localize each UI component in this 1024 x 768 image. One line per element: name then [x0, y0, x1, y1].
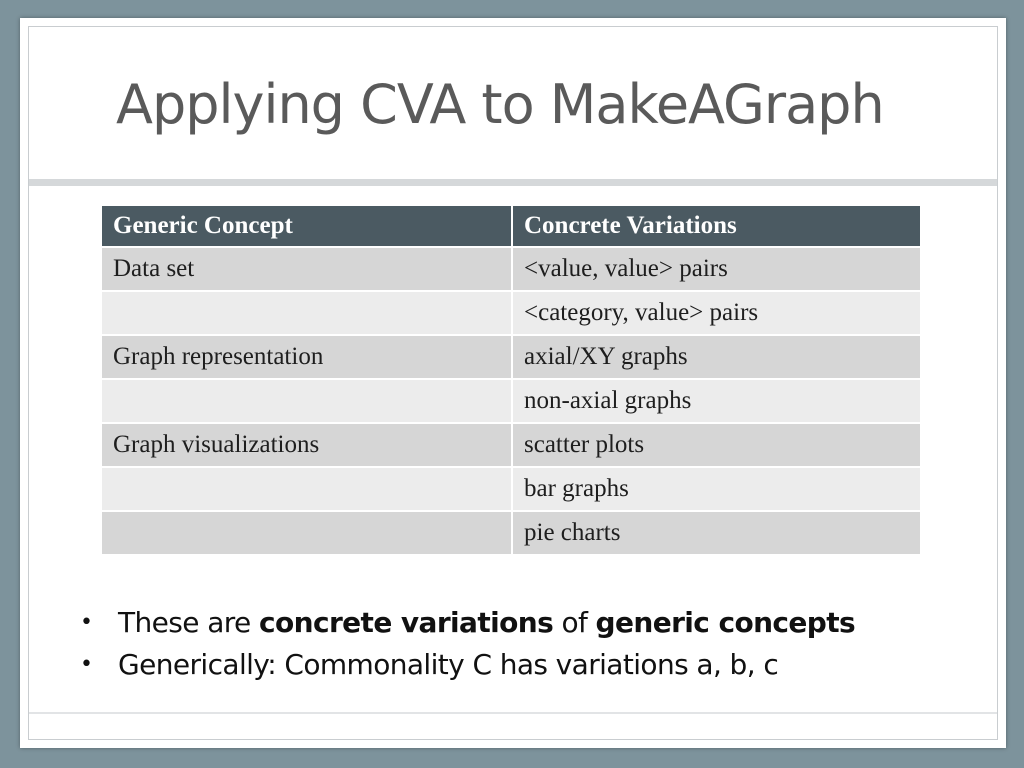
concrete-variation-cell: <value, value> pairs	[512, 247, 921, 291]
bullet-item-concrete-variations	[72, 602, 992, 644]
table-row	[101, 247, 921, 291]
bullet-marker: •	[80, 652, 93, 677]
header-generic-concept: Generic Concept	[101, 205, 512, 247]
generic-concept-cell: Data set	[101, 247, 512, 291]
bullet-item-generically	[72, 644, 992, 686]
concrete-variation-cell: pie charts	[512, 511, 921, 555]
table-row	[101, 291, 921, 335]
bullet-list	[72, 602, 992, 686]
footer-divider	[29, 712, 997, 714]
generic-concept-cell	[101, 467, 512, 511]
concrete-variation-cell: bar graphs	[512, 467, 921, 511]
table-row	[101, 511, 921, 555]
bullet-text: These are	[118, 606, 259, 639]
bullet-emphasis: generic concepts	[595, 606, 856, 639]
concrete-variation-cell: non-axial graphs	[512, 379, 921, 423]
bullet-marker: •	[80, 610, 93, 635]
table-row	[101, 423, 921, 467]
slide	[20, 18, 1006, 748]
table-header-row	[101, 205, 921, 247]
bullet-emphasis: concrete variations	[258, 606, 554, 639]
title-divider	[29, 179, 997, 186]
table-row	[101, 467, 921, 511]
bullet-text: Generically: Commonality C has variations a, b, c	[118, 648, 779, 681]
header-concrete-variations: Concrete Variations	[512, 205, 921, 247]
generic-concept-cell: Graph representation	[101, 335, 512, 379]
generic-concept-cell	[101, 379, 512, 423]
concrete-variation-cell: scatter plots	[512, 423, 921, 467]
concrete-variation-cell: axial/XY graphs	[512, 335, 921, 379]
cva-table	[100, 204, 922, 556]
generic-concept-cell	[101, 511, 512, 555]
generic-concept-cell	[101, 291, 512, 335]
bullet-text: of	[553, 606, 596, 639]
table-row	[101, 335, 921, 379]
concrete-variation-cell: <category, value> pairs	[512, 291, 921, 335]
slide-title: Applying CVA to MakeAGraph	[116, 73, 884, 136]
generic-concept-cell: Graph visualizations	[101, 423, 512, 467]
table-row	[101, 379, 921, 423]
